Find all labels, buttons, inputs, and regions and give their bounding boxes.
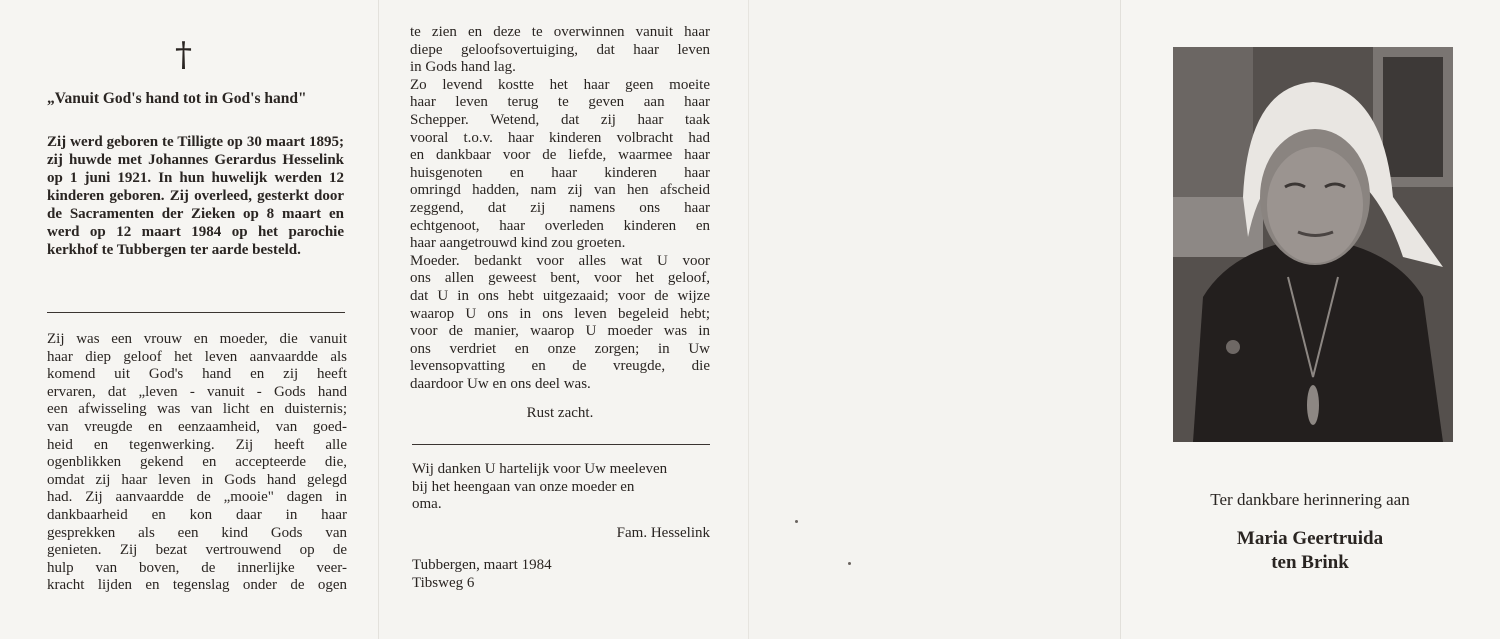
text-line: dat U in ons hebt uitgezaaid; voor de wijze [410,287,710,304]
text-line: levensopvatting en de vreugde, die [410,358,710,375]
text-line: dankbaarheid en kon daar in haar [47,506,347,523]
text-line: ons allen geweest bent, voor het geloof, [410,270,710,287]
text-line: en dankbaar voor de liefde, waarmee haar [410,147,710,164]
thanks-note [412,461,712,514]
text-line: een afwisseling was van licht en duisternis; [47,401,347,418]
text-line: Schepper. Wetend, dat zij haar taak [410,111,710,128]
text-line: omringd hadden, nam zij van hen afscheid [410,182,710,199]
text-line: waarop U ons in ons leven begeleid hebt; [410,305,710,322]
bio-line: gesterkt door de Sacramenten der Zieken [47,188,344,222]
paper-speck [795,520,798,523]
bio-line: Hesselink op 1 juni 1921. In hun huwelijk [47,152,345,186]
bio-line: op 8 maart en werd op 12 maart 1984 op [47,206,344,240]
divider [47,312,345,313]
caption: Ter dankbare herinnering aan [1210,490,1410,509]
portrait-photo [1173,47,1453,442]
text-line: ogenblikken gekend en accepteerde die, [47,454,347,471]
place-date: Tubbergen, maart 1984 [412,557,552,573]
bio-line: het parochie kerkhof te Tubbergen ter [47,224,344,258]
deceased-name [1150,527,1470,575]
text-line: huisgenoten en haar kinderen haar [410,164,710,181]
text-line: Zij was een vrouw en moeder, die vanuit [47,331,347,347]
text-line: bij het heengaan van onze moeder en [412,478,635,495]
text-line: had. Zij aanvaardde de „mooie" dagen in [47,489,347,506]
text-line: haar diep geloof het leven aanvaardde als [47,348,347,365]
cross-icon: † [175,35,192,75]
text-line: ons verdriet en onze zorgen; in Uw [410,340,710,357]
place-and-address [412,556,552,592]
name-line: Maria Geertruida [1236,528,1384,549]
text-line: genieten. Zij bezat vertrouwend op de [47,542,347,559]
text-line: heid en tegenwerking. Zij heeft alle [47,436,347,453]
text-line: Zo levend kostte het haar geen moeite [410,76,710,93]
text-line: echtgenoot, haar overleden kinderen en [410,217,710,234]
text-line: vooral t.o.v. haar kinderen volbracht had [410,129,710,146]
meditation-right [410,24,710,393]
motto: „Vanuit God's hand tot in God's hand" [47,90,307,107]
text-line: omdat zij haar leven in Gods hand gelegd [47,471,347,488]
text-line: komend uit God's hand en zij heeft [47,366,347,383]
text-line: kracht lijden en tegenslag onder de ogen [47,577,347,594]
card-panel-blank [748,0,1120,639]
paper-speck [848,562,851,565]
text-line: diepe geloofsovertuiging, dat haar leven [410,41,710,58]
text-line: Moeder. bedankt voor alles wat U voor [410,252,710,269]
text-line: te zien en deze te overwinnen vanuit haar [410,24,710,40]
text-line: Wij danken U hartelijk voor Uw meeleven [412,461,668,477]
text-line: gesprekken als een kind Gods van [47,524,347,541]
name-line: ten Brink [1271,552,1349,573]
rust-zacht: Rust zacht. [526,405,594,421]
bio-line: werden 12 kinderen geboren. Zij overleed, [47,170,344,204]
text-line: hulp van boven, de innerlijke veer- [47,559,347,576]
text-line: oma. [412,496,442,513]
text-line: haar aangetrouwd kind zou groeten. [410,235,626,252]
biography [47,133,344,259]
meditation-left [47,331,347,595]
text-line: in Gods hand lag. [410,59,516,76]
family-signature: Fam. Hesselink [616,525,710,541]
bio-line: aarde besteld. [211,242,301,258]
text-line: van vreugde en eenzaamheid, van goed- [47,418,347,435]
address: Tibsweg 6 [412,575,475,591]
bio-line: 1895; zij huwde met Johannes Gerardus [47,134,345,168]
bio-line: Zij werd geboren te Tilligte op 30 maart [47,134,305,150]
text-line: haar leven terug te geven aan haar [410,94,710,111]
text-line: daardoor Uw en ons deel was. [410,375,591,392]
text-line: ervaren, dat „leven - vanuit - Gods hand [47,383,347,400]
portrait-illustration [1173,47,1453,442]
text-line: zeggend, dat zij namens ons haar [410,199,710,216]
divider [412,444,710,445]
text-line: voor de manier, waarop U moeder was in [410,323,710,340]
